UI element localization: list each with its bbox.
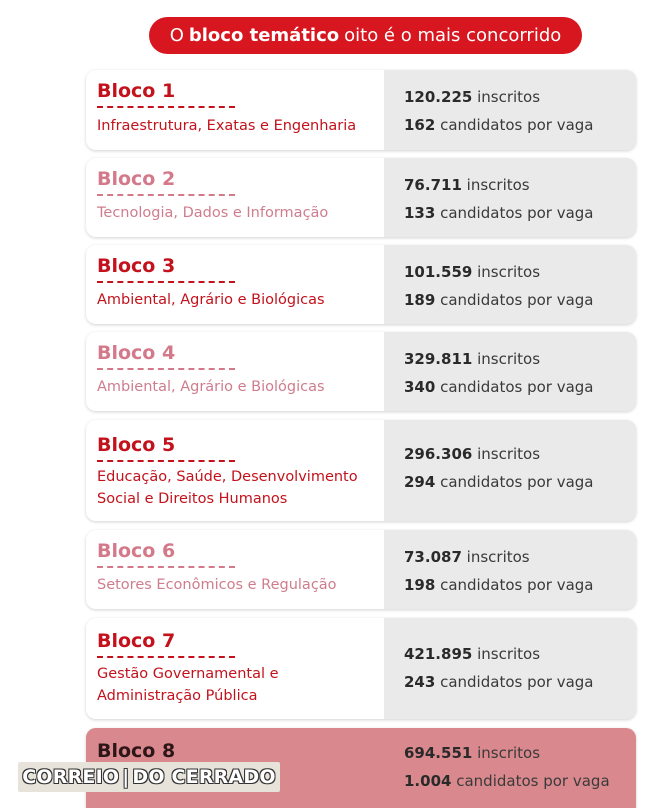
block-subtitle — [97, 202, 328, 224]
block-title: Bloco 5 — [97, 434, 176, 456]
block-subtitle-line: Setores Econômicos e Regulação — [97, 577, 337, 593]
headline-suffix: oito é o mais concorrido — [344, 25, 562, 46]
candidatos-line — [404, 668, 594, 696]
headline-prefix: O — [169, 25, 184, 46]
candidatos-value: 1.004 — [404, 772, 452, 790]
block-subtitle-line: Tecnologia, Dados e Informação — [97, 205, 329, 221]
block-info — [86, 158, 384, 237]
candidatos-label: candidatos por vaga — [440, 378, 594, 396]
candidatos-value: 294 — [404, 473, 436, 491]
block-stats — [404, 171, 594, 227]
inscritos-value: 296.306 — [404, 445, 473, 463]
dashed-divider — [97, 460, 235, 462]
block-card-3 — [86, 245, 636, 324]
dashed-divider — [97, 106, 235, 108]
dashed-divider — [97, 194, 235, 196]
block-title: Bloco 7 — [97, 630, 176, 652]
inscritos-line — [404, 83, 594, 111]
block-stats — [404, 543, 594, 599]
block-card-1 — [86, 70, 636, 150]
block-subtitle — [97, 376, 325, 398]
block-title: Bloco 6 — [97, 540, 176, 562]
block-title: Bloco 8 — [97, 740, 176, 762]
inscritos-value: 421.895 — [404, 645, 473, 663]
candidatos-value: 133 — [404, 204, 436, 222]
block-subtitle-line: Ambiental, Agrário e Biológicas — [97, 379, 325, 395]
block-card-6 — [86, 530, 636, 609]
block-subtitle — [97, 289, 325, 311]
block-subtitle — [97, 574, 337, 596]
watermark-word-2: DO CERRADO — [132, 766, 276, 788]
block-subtitle-line: Gestão Governamental e — [97, 666, 279, 682]
candidatos-line — [404, 571, 594, 599]
block-title: Bloco 3 — [97, 255, 176, 277]
block-info — [86, 245, 384, 324]
block-stats — [404, 640, 594, 696]
inscritos-label: inscritos — [477, 445, 541, 463]
candidatos-value: 189 — [404, 291, 436, 309]
block-stats — [404, 440, 594, 496]
headline-bold: bloco temático — [188, 25, 340, 46]
block-info — [86, 618, 384, 719]
dashed-divider — [97, 566, 235, 568]
candidatos-line — [404, 111, 594, 139]
candidatos-value: 340 — [404, 378, 436, 396]
block-stats — [404, 258, 594, 314]
block-subtitle — [97, 466, 358, 510]
candidatos-line — [404, 468, 594, 496]
inscritos-value: 101.559 — [404, 263, 473, 281]
dashed-divider — [97, 281, 235, 283]
dashed-divider — [97, 368, 235, 370]
watermark-logo — [18, 762, 280, 792]
block-card-4 — [86, 332, 636, 411]
candidatos-line — [404, 199, 594, 227]
block-title: Bloco 4 — [97, 342, 176, 364]
candidatos-label: candidatos por vaga — [440, 673, 594, 691]
candidatos-value: 162 — [404, 116, 436, 134]
watermark-word-1: CORREIO — [22, 766, 120, 788]
inscritos-line — [404, 258, 594, 286]
inscritos-line — [404, 440, 594, 468]
candidatos-label: candidatos por vaga — [440, 473, 594, 491]
inscritos-value: 329.811 — [404, 350, 473, 368]
block-subtitle — [97, 115, 356, 137]
inscritos-value: 694.551 — [404, 744, 473, 762]
candidatos-label: candidatos por vaga — [440, 291, 594, 309]
dashed-divider — [97, 656, 235, 658]
block-info — [86, 70, 384, 150]
candidatos-label: candidatos por vaga — [440, 204, 594, 222]
inscritos-label: inscritos — [477, 263, 541, 281]
block-stats — [404, 739, 610, 795]
block-card-2 — [86, 158, 636, 237]
inscritos-line — [404, 640, 594, 668]
inscritos-value: 73.087 — [404, 548, 462, 566]
inscritos-label: inscritos — [477, 645, 541, 663]
block-subtitle-line: Administração Pública — [97, 688, 258, 704]
inscritos-value: 120.225 — [404, 88, 473, 106]
block-card-5 — [86, 420, 636, 521]
inscritos-value: 76.711 — [404, 176, 462, 194]
inscritos-label: inscritos — [477, 88, 541, 106]
candidatos-value: 243 — [404, 673, 436, 691]
inscritos-line — [404, 739, 610, 767]
candidatos-line — [404, 286, 594, 314]
block-subtitle-line: Infraestrutura, Exatas e Engenharia — [97, 118, 357, 134]
inscritos-label: inscritos — [477, 350, 541, 368]
block-title: Bloco 2 — [97, 168, 176, 190]
block-subtitle — [97, 663, 279, 707]
candidatos-value: 198 — [404, 576, 436, 594]
inscritos-line — [404, 171, 594, 199]
candidatos-line — [404, 767, 610, 795]
block-info — [86, 420, 384, 521]
block-card-7 — [86, 618, 636, 719]
block-info — [86, 530, 384, 609]
block-title: Bloco 1 — [97, 80, 176, 102]
block-info — [86, 332, 384, 411]
inscritos-label: inscritos — [466, 548, 530, 566]
watermark-separator: | — [122, 766, 130, 788]
headline-banner — [149, 17, 582, 54]
inscritos-label: inscritos — [477, 744, 541, 762]
inscritos-line — [404, 345, 594, 373]
candidatos-label: candidatos por vaga — [456, 772, 610, 790]
candidatos-label: candidatos por vaga — [440, 116, 594, 134]
candidatos-label: candidatos por vaga — [440, 576, 594, 594]
block-subtitle-line: Educação, Saúde, Desenvolvimento — [97, 469, 358, 485]
inscritos-label: inscritos — [466, 176, 530, 194]
block-subtitle-line: Ambiental, Agrário e Biológicas — [97, 292, 325, 308]
block-subtitle-line: Social e Direitos Humanos — [97, 491, 288, 507]
inscritos-line — [404, 543, 594, 571]
block-stats — [404, 345, 594, 401]
block-stats — [404, 83, 594, 139]
candidatos-line — [404, 373, 594, 401]
